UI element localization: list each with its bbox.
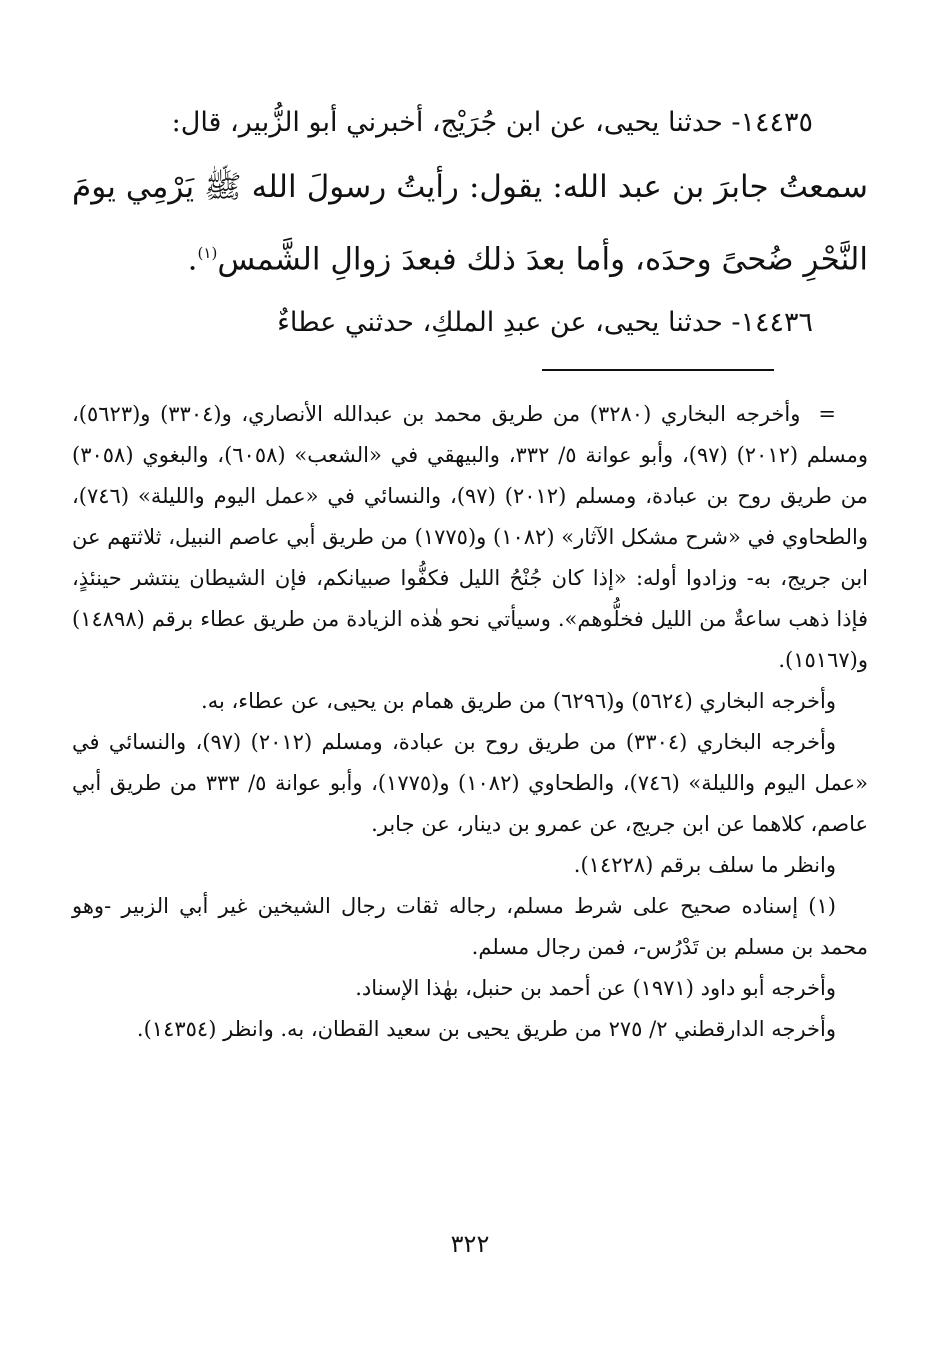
footnote-paragraph: وأخرجه البخاري (٣٣٠٤) من طريق روح بن عبادة، ومسلم (٢٠١٢) (٩٧)، والنسائي في «عمل اليوم والليلة» (٧٤٦)، والطحاوي (١٠٨٢) و(١٧٧٥)، وأبو عوانة ٥/ ٣٣٣ من طريق أبي عاصم، كلاهما عن ابن جريج، عن عمرو بن دينار، عن جابر. <box>72 730 868 836</box>
footnote-paragraph: وأخرجه البخاري (٥٦٢٤) و(٦٢٩٦) من طريق همام بن يحيى، عن عطاء، به. <box>201 689 836 713</box>
footnote-reference: (١) <box>197 244 218 262</box>
footnote-paragraph: وأخرجه أبو داود (١٩٧١) عن أحمد بن حنبل، بهٰذا الإسناد. <box>355 976 836 1000</box>
hadith-14435-text: سمعتُ جابرَ بن عبد الله: يقول: رأيتُ رسولَ الله ﷺ يَرْمِي يومَ النَّحْرِ ضُحىً وحدَه، وأما بعدَ ذلك فبعدَ زوالِ الشَّمس <box>72 169 868 278</box>
footnote-1: (١) إسناده صحيح على شرط مسلم، رجاله ثقات رجال الشيخين غير أبي الزبير -وهو محمد بن مسلم بن تَدْرُس-، فمن رجال مسلم. <box>72 894 868 959</box>
hadith-14435-header: ١٤٤٣٥- حدثنا يحيى، عن ابن جُرَيْج، أخبرني أبو الزُّبير، قال: <box>171 107 813 138</box>
hadith-14435-body <box>72 154 868 292</box>
footnote-paragraph-text: وأخرجه البخاري (٣٢٨٠) من طريق محمد بن عبدالله الأنصاري، و(٣٣٠٤) و(٥٦٢٣)، ومسلم (٢٠١٢) (٩٧)، وأبو عوانة ٥/ ٣٣٢، والبيهقي في «الشعب» (٦٠٥٨)، والبغوي (٣٠٥٨) من طريق روح بن عبادة، ومسلم (٢٠١٢) (٩٧)، والنسائي في «عمل اليوم والليلة» (٧٤٦)، والطحاوي في «شرح مشكل الآثار» (١٠٨٢) و(١٧٧٥) من طريق أبي عاصم النبيل، ثلاثتهم عن ابن جريج، به- وزادوا أوله: «إذا كان جُنْحُ الليل فكفُّوا صبيانكم، فإن الشيطان ينتشر حينئذٍ، فإذا ذهب ساعةٌ من الليل فخلُّوهم». وسيأتي نحو هٰذه الزيادة من طريق عطاء برقم (١٤٨٩٨) و(١٥١٦٧). <box>72 402 869 672</box>
footnote-paragraph <box>72 394 868 681</box>
hadith-14435-end: . <box>187 241 198 278</box>
footnote-paragraph: وأخرجه الدارقطني ٢/ ٢٧٥ من طريق يحيى بن سعيد القطان، به. وانظر (١٤٣٥٤). <box>136 1017 836 1041</box>
footnotes <box>72 394 868 1050</box>
main-text <box>72 92 868 354</box>
hadith-14436-header: ١٤٤٣٦- حدثنا يحيى، عن عبدِ الملكِ، حدثني عطاءٌ <box>277 307 813 339</box>
footnote-divider <box>542 369 774 371</box>
footnote-paragraph: وانظر ما سلف برقم (١٤٢٢٨). <box>573 853 836 877</box>
continuation-mark: = <box>818 402 836 426</box>
page-number: ٣٢٢ <box>450 1230 490 1258</box>
